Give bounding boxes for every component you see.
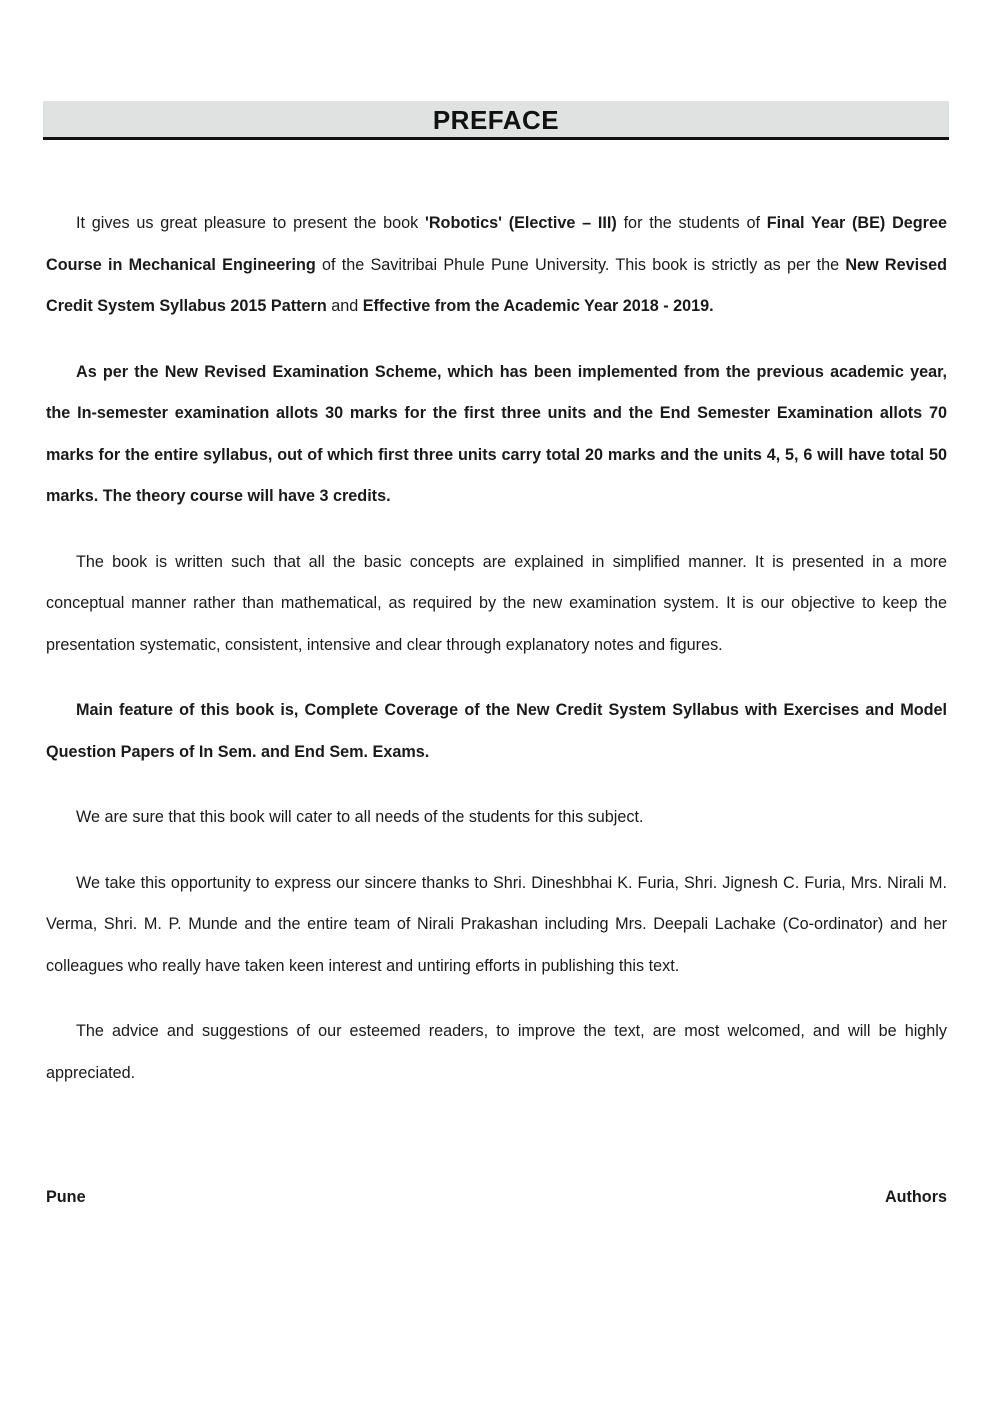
intro-text-3: of the Savitribai Phule Pune University. This book is strictly as per the — [315, 255, 846, 274]
intro-text-1: It gives us great pleasure to present the book — [76, 214, 426, 232]
intro-effective-year: Effective from the Academic Year 2018 - 2019. — [362, 297, 714, 315]
paragraph-thanks: We take this opportunity to express our sincere thanks to Shri. Dineshbhai K. Furia, Shri. Jignesh C. Furia, Mrs. Nirali M. Verma, Shri. M. P. Munde and the entire team of Nirali Prakashan including Mrs. Deepali Lachake (Co-ordinator) and her colleagues who really have taken keen interest and untiring efforts in publishing this text. — [46, 873, 947, 975]
paragraph-exam-scheme: As per the New Revised Examination Scheme, which has been implemented from the previous academic year, the In-semester examination allots 30 marks for the first three units and the End Semester Examination allots 70 marks for the entire syllabus, out of which first three units carry total 20 marks and the units 4, 5, 6 will have total 50 marks. The theory course will have 3 credits. — [46, 362, 947, 505]
paragraph-cater: We are sure that this book will cater to all needs of the students for this subject. — [76, 808, 644, 826]
signoff-authors: Authors — [884, 1188, 947, 1206]
intro-text-4: and — [326, 297, 363, 315]
signoff-place: Pune — [46, 1188, 86, 1206]
intro-book-title: 'Robotics' (Elective – III) — [425, 214, 617, 232]
paragraph-main-feature: Main feature of this book is, Complete Coverage of the New Credit System Syllabus with Exercises and Model Question Papers of In Sem. and End Sem. Exams. — [46, 701, 947, 761]
title-bar — [43, 101, 949, 140]
paragraph-intro — [46, 203, 947, 328]
intro-course: Final Year (BE) Degree Course in Mechanical Engineering — [46, 214, 947, 274]
preface-body — [46, 203, 947, 1118]
signoff — [46, 1188, 947, 1214]
paragraph-concepts: The book is written such that all the basic concepts are explained in simplified manner. It is presented in a more conceptual manner rather than mathematical, as required by the new examination system. It is our objective to keep the presentation systematic, consistent, intensive and clear through explanatory notes and figures. — [46, 552, 947, 654]
paragraph-advice: The advice and suggestions of our esteemed readers, to improve the text, are most welcomed, and will be highly appreciated. — [46, 1022, 947, 1082]
intro-text-2: for the students of — [616, 214, 767, 232]
intro-syllabus: New Revised Credit System Syllabus 2015 Pattern — [46, 255, 947, 315]
page-title: PREFACE — [432, 105, 560, 135]
